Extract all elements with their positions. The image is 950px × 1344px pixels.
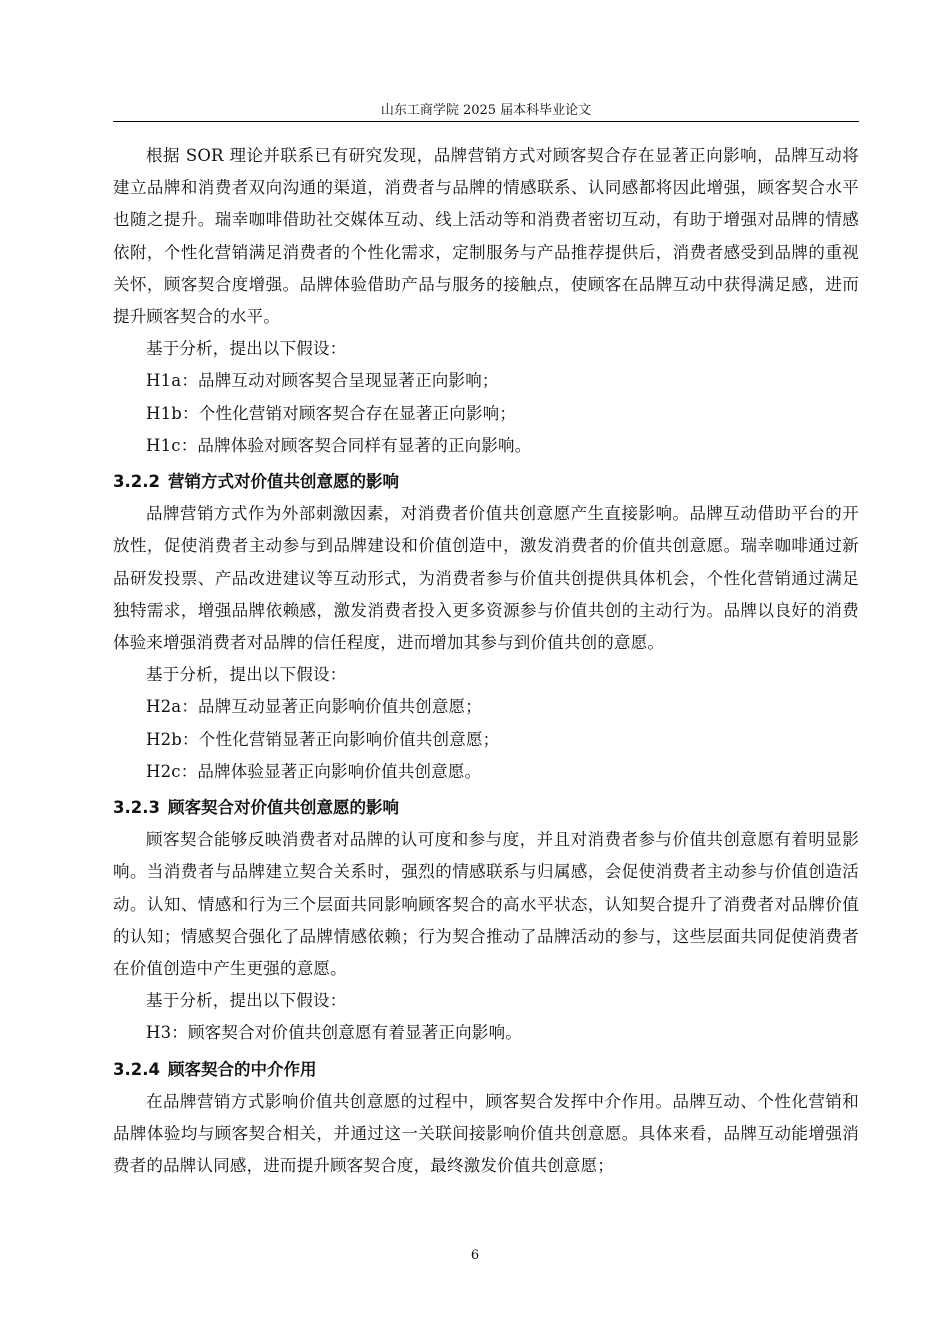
section-title: 顾客契合的中介作用 bbox=[167, 1059, 317, 1079]
section-number: 3.2.2 bbox=[113, 472, 160, 492]
section-number: 3.2.4 bbox=[113, 1059, 160, 1079]
hypothesis-lead: 基于分析，提出以下假设： bbox=[146, 665, 347, 685]
paragraph: 根据 SOR 理论并联系已有研究发现，品牌营销方式对顾客契合存在显著正向影响，品牌互动将建立品牌和消费者双向沟通的渠道，消费者与品牌的情感联系、认同感都将因此增强，顾客契合水平也随之提升。瑞幸咖啡借助社交媒体互动、线上活动等和消费者密切互动，有助于增强对品牌的情感依附，个性化营销满足消费者的个性化需求，定制服务与产品推荐提供后，消费者感受到品牌的重视关怀，顾客契合度增强。品牌体验借助产品与服务的接触点，使顾客在品牌互动中获得满足感，进而提升顾客契合的水平。 bbox=[113, 146, 859, 327]
running-header: 山东工商学院 2025 届本科毕业论文 bbox=[380, 103, 592, 118]
section-title: 营销方式对价值共创意愿的影响 bbox=[167, 472, 399, 492]
header-rule bbox=[113, 121, 859, 122]
hypothesis-item: H1b：个性化营销对顾客契合存在显著正向影响； bbox=[146, 403, 517, 423]
body-text bbox=[113, 140, 859, 1183]
hypothesis-item: H2a：品牌互动显著正向影响价值共创意愿； bbox=[146, 697, 482, 717]
section-title: 顾客契合对价值共创意愿的影响 bbox=[167, 798, 399, 818]
hypothesis-item: H2c：品牌体验显著正向影响价值共创意愿。 bbox=[146, 761, 482, 781]
hypothesis-lead: 基于分析，提出以下假设： bbox=[146, 991, 347, 1011]
hypothesis-item: H1c：品牌体验对顾客契合同样有显著的正向影响。 bbox=[146, 435, 532, 455]
page-number: 6 bbox=[470, 1248, 480, 1263]
hypothesis-item: H3：顾客契合对价值共创意愿有着显著正向影响。 bbox=[146, 1023, 522, 1043]
hypothesis-lead: 基于分析，提出以下假设： bbox=[146, 339, 347, 359]
hypothesis-item: H1a：品牌互动对顾客契合呈现显著正向影响； bbox=[146, 371, 499, 391]
section-heading bbox=[113, 788, 859, 824]
paragraph: 品牌营销方式作为外部刺激因素，对消费者价值共创意愿产生直接影响。品牌互动借助平台的开放性，促使消费者主动参与到品牌建设和价值创造中，激发消费者的价值共创意愿。瑞幸咖啡通过新品研发投票、产品改进建议等互动形式，为消费者参与价值共创提供具体机会，个性化营销通过满足独特需求，增强品牌依赖感，激发消费者投入更多资源参与价值共创的主动行为。品牌以良好的消费体验来增强消费者对品牌的信任程度，进而增加其参与到价值共创的意愿。 bbox=[113, 504, 859, 653]
paragraph: 顾客契合能够反映消费者对品牌的认可度和参与度，并且对消费者参与价值共创意愿有着明显影响。当消费者与品牌建立契合关系时，强烈的情感联系与归属感，会促使消费者主动参与价值创造活动。认知、情感和行为三个层面共同影响顾客契合的高水平状态，认知契合提升了消费者对品牌价值的认知；情感契合强化了品牌情感依赖；行为契合推动了品牌活动的参与，这些层面共同促使消费者在价值创造中产生更强的意愿。 bbox=[113, 830, 859, 979]
section-heading bbox=[113, 462, 859, 498]
section-heading bbox=[113, 1050, 859, 1086]
paragraph: 在品牌营销方式影响价值共创意愿的过程中，顾客契合发挥中介作用。品牌互动、个性化营销和品牌体验均与顾客契合相关，并通过这一关联间接影响价值共创意愿。具体来看，品牌互动能增强消费者的品牌认同感，进而提升顾客契合度，最终激发价值共创意愿； bbox=[113, 1091, 859, 1176]
section-number: 3.2.3 bbox=[113, 798, 160, 818]
hypothesis-item: H2b：个性化营销显著正向影响价值共创意愿； bbox=[146, 729, 500, 749]
